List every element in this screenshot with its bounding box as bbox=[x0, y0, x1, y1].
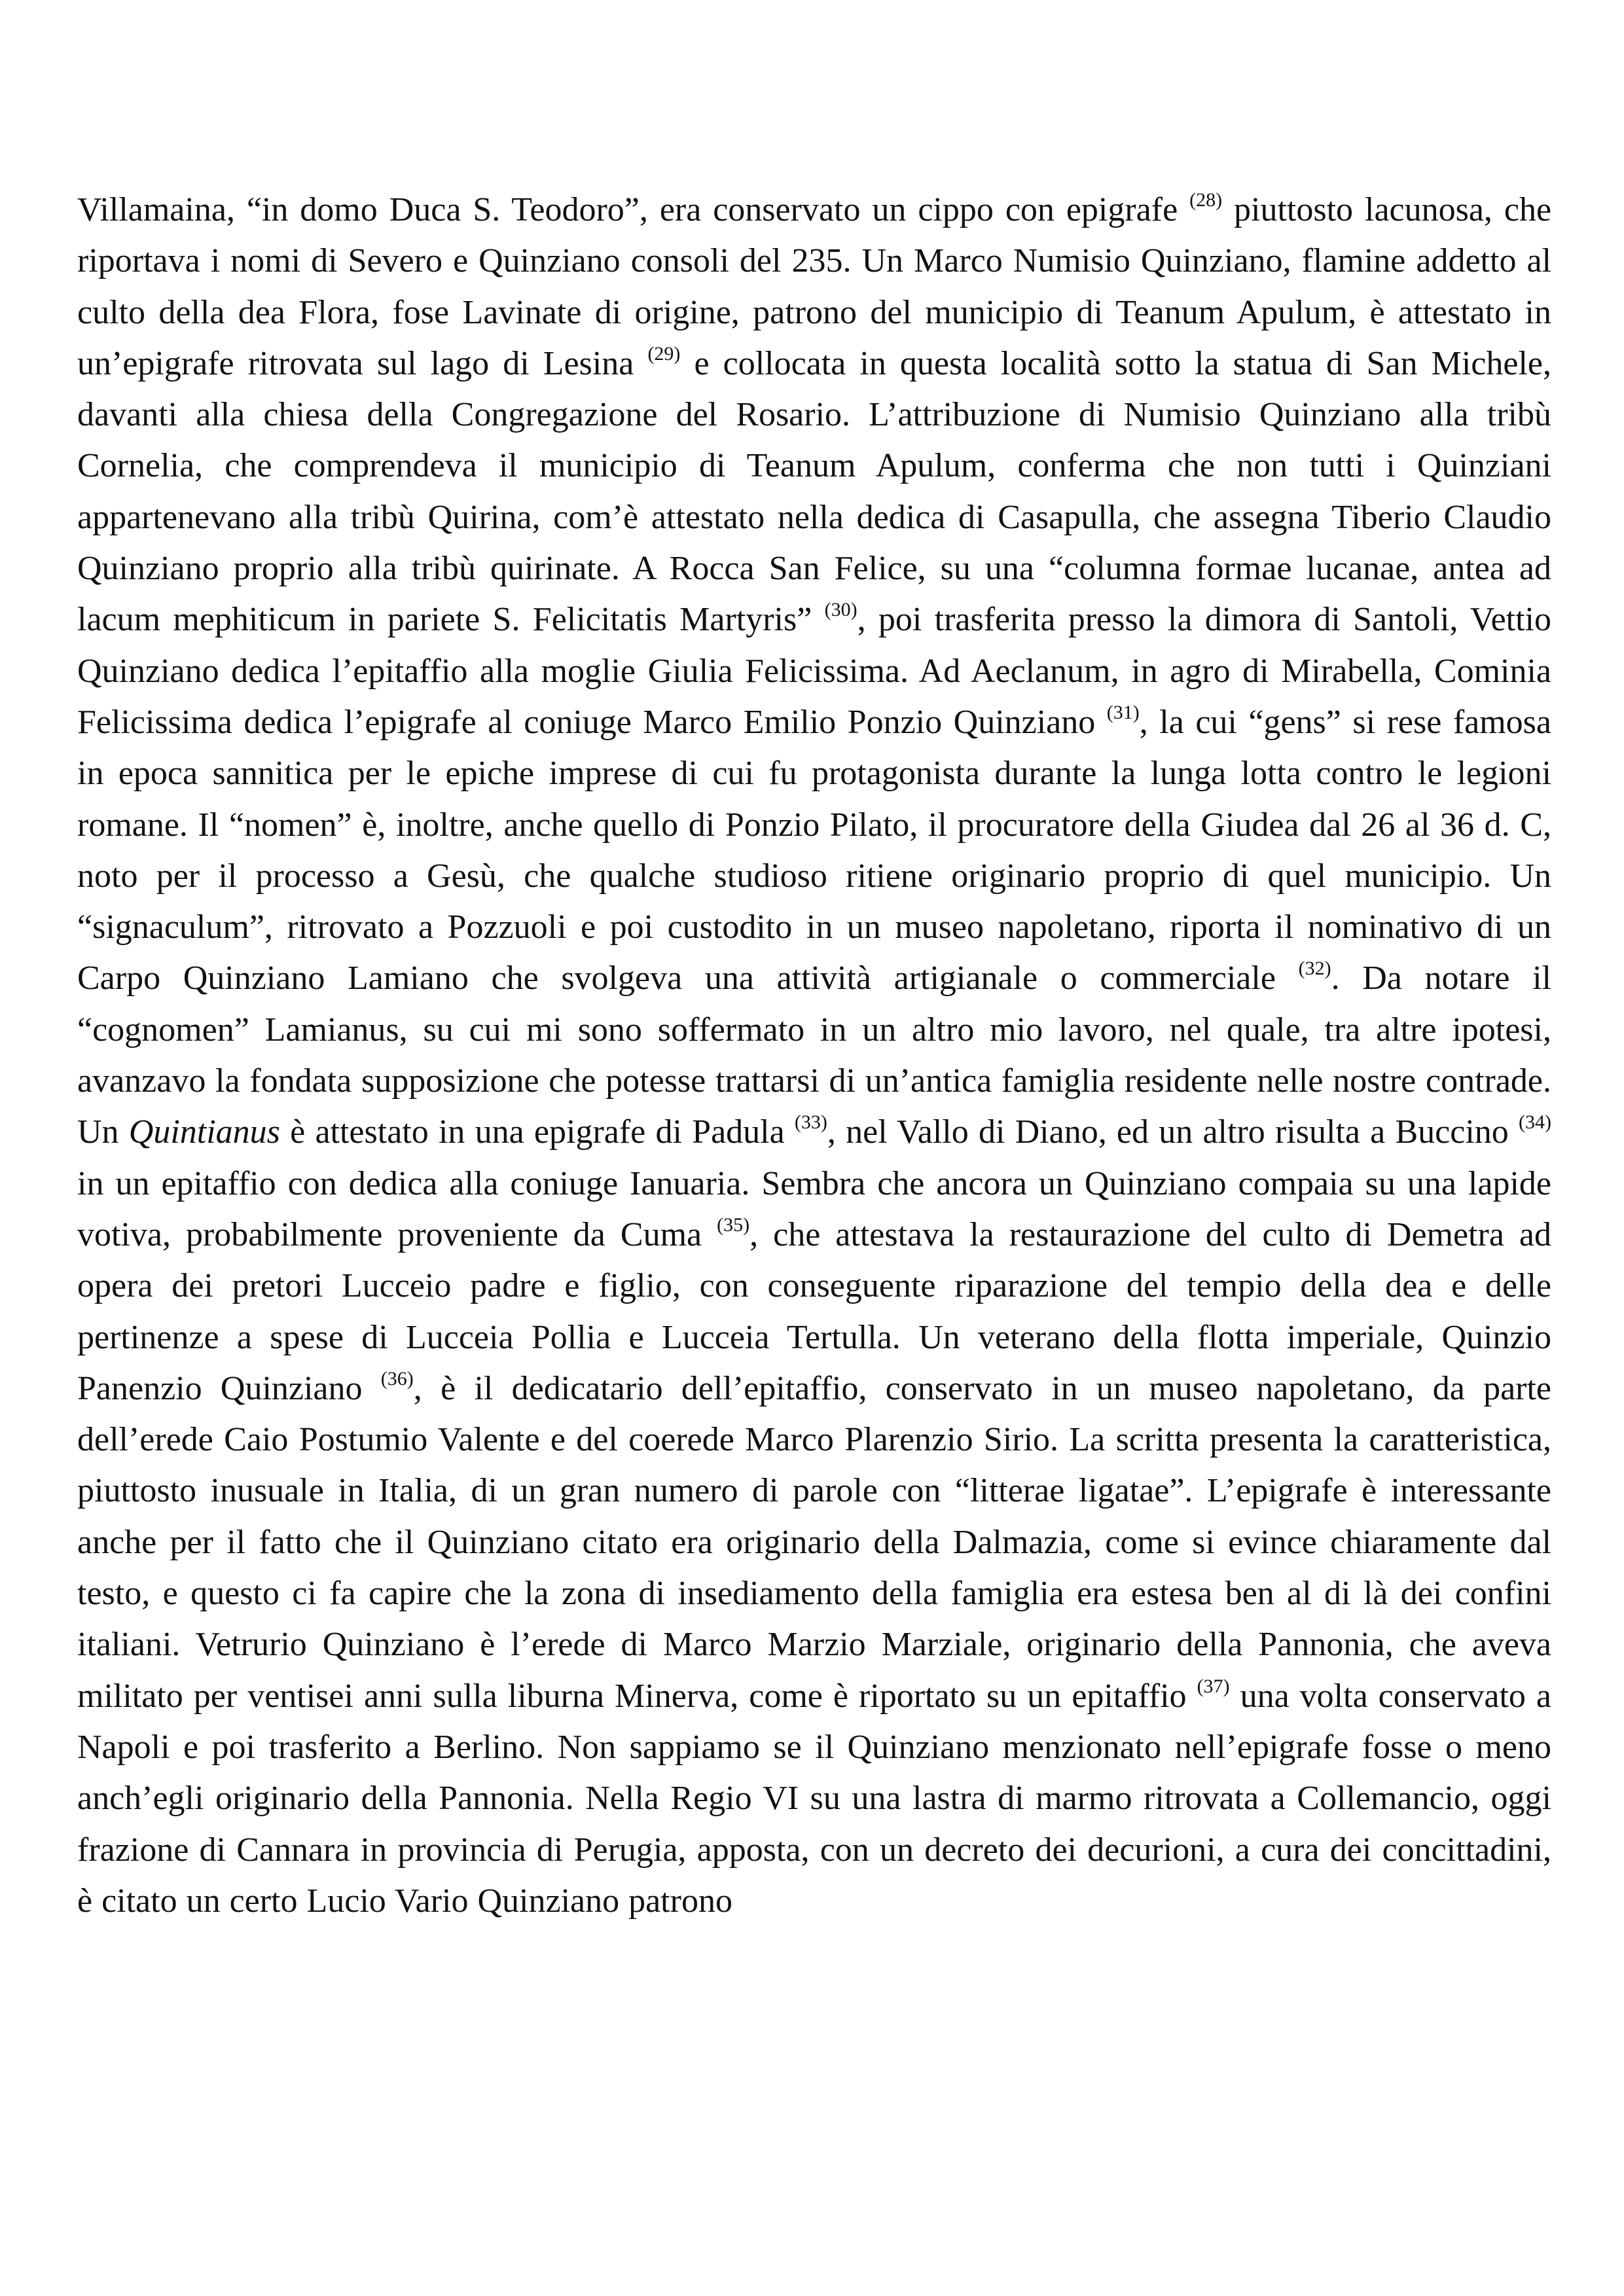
text-segment: e collocata in questa località sotto la statua di San Michele, davanti alla chiesa della Congregazione del Rosario. L’attribuzione di Numisio Quinziano alla tribù Cornelia, che comprendeva il municipio di Teanum Apulum, conferma che non tutti i Quinziani appartenevano alla tribù Quirina, com’è attestato nella dedica di Casapulla, che assegna Tiberio Claudio Quinziano proprio alla tribù quirinate. A Rocca San Felice, su una “columna formae lucanae, antea ad lacum mephiticum in pariete S. Felicitatis Martyris” bbox=[77, 344, 1551, 639]
footnote-ref-31: (31) bbox=[1106, 701, 1140, 723]
footnote-ref-30: (30) bbox=[824, 599, 857, 621]
text-segment: , nel Vallo di Diano, ed un altro risulta a Buccino bbox=[827, 1113, 1519, 1151]
text-segment: è attestato in una epigrafe di Padula bbox=[280, 1113, 795, 1151]
italic-term: Quintianus bbox=[128, 1113, 280, 1151]
text-segment: una volta conservato a Napoli e poi trasferito a Berlino. Non sappiamo se il Quinziano menzionato nell’epigrafe fosse o meno anch’egli originario della Pannonia. Nella Regio VI su una lastra di marmo ritrovata a Collemancio, oggi frazione di Cannara in provincia di Perugia, apposta, con un decreto dei decurioni, a cura dei concittadini, è citato un certo Lucio Vario Quinziano patrono bbox=[77, 1677, 1552, 1920]
text-segment: , che attestava la restaurazione del culto di Demetra ad opera dei pretori Lucceio padre e figlio, con conseguente riparazione del tempio della dea e delle pertinenze a spese di Lucceia Pollia e Lucceia Tertulla. Un veterano della flotta imperiale, Quinzio Panenzio Quinziano bbox=[77, 1215, 1551, 1407]
text-segment: , è il dedicatario dell’epitaffio, conservato in un museo napoletano, da parte dell’erede Caio Postumio Valente e del coerede Marco Plarenzio Sirio. La scritta presenta la caratteristica, piuttosto inusuale in Italia, di un gran numero di parole con “litterae ligatae”. L’epigrafe è interessante anche per il fatto che il Quinziano citato era originario della Dalmazia, come si evince chiaramente dal testo, e questo ci fa capire che la zona di insediamento della famiglia era estesa ben al di là dei confini italiani. Vetrurio Quinziano è l’erede di Marco Marzio Marziale, originario della Pannonia, che aveva militato per ventisei anni sulla liburna Minerva, come è riportato su un epitaffio bbox=[77, 1369, 1551, 1715]
text-segment: Villamaina, “in domo Duca S. Teodoro”, era conservato un cippo con epigrafe bbox=[77, 191, 1190, 228]
footnote-ref-32: (32) bbox=[1298, 958, 1331, 980]
footnote-ref-36: (36) bbox=[380, 1367, 414, 1390]
footnote-ref-37: (37) bbox=[1197, 1675, 1230, 1697]
text-segment: . Da notare il “cognomen” Lamianus, su cui mi sono soffermato in un altro mio lavoro, nel quale, tra altre ipotesi, avanzavo la fondata supposizione che potesse trattarsi di un’antica famiglia residente nelle nostre contrade. Un bbox=[77, 960, 1552, 1151]
text-segment: piuttosto lacunosa, che riportava i nomi di Severo e Quinziano consoli del 235. Un Marco Numisio Quinziano, flamine addetto al culto della dea Flora, fose Lavinate di origine, patrono del municipio di Teanum Apulum, è attestato in un’epigrafe ritrovata sul lago di Lesina bbox=[77, 191, 1552, 382]
text-segment: , la cui “gens” si rese famosa in epoca sannitica per le epiche imprese di cui fu protagonista durante la lunga lotta contro le legioni romane. Il “nomen” è, inoltre, anche quello di Ponzio Pilato, il procuratore della Giudea dal 26 al 36 d. C, noto per il processo a Gesù, che qualche studioso ritiene originario proprio di quel municipio. Un “signaculum”, ritrovato a Pozzuoli e poi custodito in un museo napoletano, riporta il nominativo di un Carpo Quinziano Lamiano che svolgeva una attività artigianale o commerciale bbox=[77, 703, 1551, 997]
text-segment: in un epitaffio con dedica alla coniuge Ianuaria. Sembra che ancora un Quinziano compaia su una lapide votiva, probabilmente proveniente da Cuma bbox=[77, 1164, 1551, 1253]
footnote-ref-29: (29) bbox=[647, 342, 681, 365]
footnote-ref-34: (34) bbox=[1519, 1111, 1551, 1134]
text-segment: , poi trasferita presso la dimora di Santoli, Vettio Quinziano dedica l’epitaffio alla moglie Giulia Felicissima. Ad Aeclanum, in agro di Mirabella, Cominia Felicissima dedica l’epigrafe al coniuge Marco Emilio Ponzio Quinziano bbox=[77, 601, 1551, 741]
footnote-ref-33: (33) bbox=[794, 1111, 827, 1134]
body-paragraph bbox=[77, 185, 1551, 1927]
footnote-ref-35: (35) bbox=[717, 1213, 750, 1236]
footnote-ref-28: (28) bbox=[1189, 189, 1223, 211]
